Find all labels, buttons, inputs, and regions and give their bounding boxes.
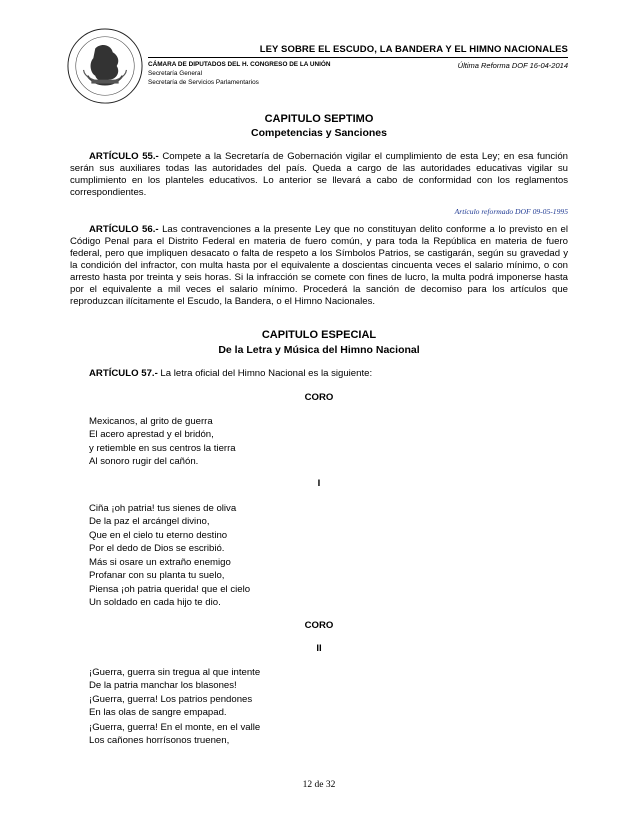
article-55-label: ARTÍCULO 55.-: [89, 151, 159, 162]
verse-line: Que en el cielo tu eterno destino: [89, 529, 228, 541]
article-57-text: La letra oficial del Himno Nacional es la siguiente:: [157, 368, 373, 379]
article-57: [89, 368, 569, 380]
article-55: [70, 151, 568, 199]
stanza-1b: [89, 556, 250, 610]
coro-heading: CORO: [304, 392, 334, 403]
article-57-label: ARTÍCULO 57.-: [89, 368, 158, 379]
verse-line: Por el dedo de Dios se escribió.: [89, 543, 225, 555]
law-title: LEY SOBRE EL ESCUDO, LA BANDERA Y EL HIMNO NACIONALES: [259, 44, 568, 55]
stanza-2-heading: II: [316, 643, 322, 654]
verse-line: ¡Guerra, guerra! Los patrios pendones: [89, 693, 253, 705]
verse-line: Un soldado en cada hijo te dio.: [89, 597, 221, 609]
coro-2-heading: CORO: [304, 620, 334, 631]
verse-line: De la patria manchar los blasones!: [89, 680, 237, 692]
stanza-2b: [89, 721, 260, 748]
verse-line: Profanar con su planta tu suelo,: [89, 570, 225, 582]
chapter-subtitle: Competencias y Sanciones: [251, 127, 387, 139]
verse-line: De la paz el arcángel divino,: [89, 516, 210, 528]
verse-line: ¡Guerra, guerra! En el monte, en el valle: [89, 722, 261, 733]
verse-line: Al sonoro rugir del cañón.: [89, 456, 199, 468]
verse-line: Piensa ¡oh patria querida! que el cielo: [89, 583, 251, 595]
article-56: [70, 224, 568, 308]
stanza-1a: [89, 502, 236, 556]
article-56-label: ARTÍCULO 56.-: [89, 224, 159, 235]
article-56-text: Las contravenciones a la presente Ley que no constituyan delito conforme a lo previsto en el Código Penal para el Distrito Federal en materia de fuero común, y para toda la República en materia de fuero federal, pero que impliquen desacato o falta de respeto a los Símbolos Patrios, se castigarán, según su gravedad y la condición del infractor, con multa hasta por el equivalente a doscientas cincuenta veces el salario mínimo, o con arresto hasta por treinta y seis horas. Si la infracción se comete con fines de lucro, la multa podrá imponerse hasta por el equivalente a mil veces el salario mínimo. Procederá la sanción de decomiso para los artículos que reproduzcan ilícitamente el Escudo, la Bandera, o el Himno Nacionales.: [70, 224, 568, 308]
reform-note: Artículo reformado DOF 09-05-1995: [454, 207, 568, 216]
verse-line: y retiemble en sus centros la tierra: [89, 442, 236, 454]
page-number: 12 de 32: [302, 780, 336, 790]
general-secretariat: Secretaría General: [148, 70, 202, 77]
coro-stanza: [89, 415, 236, 469]
chamber-name: CÁMARA DE DIPUTADOS DEL H. CONGRESO DE LA UNIÓN: [148, 61, 331, 68]
stanza-1-heading: I: [317, 478, 321, 489]
verse-line: Ciña ¡oh patria! tus sienes de oliva: [89, 503, 237, 514]
verse-line: En las olas de sangre empapad.: [89, 707, 227, 719]
verse-line: El acero aprestad y el bridón,: [89, 429, 214, 441]
special-chapter-title: CAPITULO ESPECIAL: [261, 329, 377, 341]
national-seal-icon: [66, 27, 144, 105]
last-reform-date: Última Reforma DOF 16-04-2014: [457, 61, 568, 70]
verse-line: Más si osare un extraño enemigo: [89, 557, 231, 568]
article-55-text: Compete a la Secretaría de Gobernación vigilar el cumplimiento de esta Ley; en esa función serán sus auxiliares todas las autoridades del país. Queda a cargo de las autoridades educativas vigilar su cumplimiento en los planteles educativos. Lo anterior se llevará a cabo de conformidad con los reglamentos correspondientes.: [70, 151, 568, 199]
special-chapter-subtitle: De la Letra y Música del Himno Nacional: [218, 344, 420, 356]
chapter-title: CAPITULO SEPTIMO: [264, 113, 374, 125]
header-rule: [148, 57, 568, 58]
verse-line: Los cañones horrísonos truenen,: [89, 735, 230, 747]
stanza-2a: [89, 666, 260, 720]
parliamentary-services: Secretaría de Servicios Parlamentarios: [148, 79, 259, 86]
verse-line: Mexicanos, al grito de guerra: [89, 416, 213, 427]
verse-line: ¡Guerra, guerra sin tregua al que intente: [89, 667, 261, 678]
